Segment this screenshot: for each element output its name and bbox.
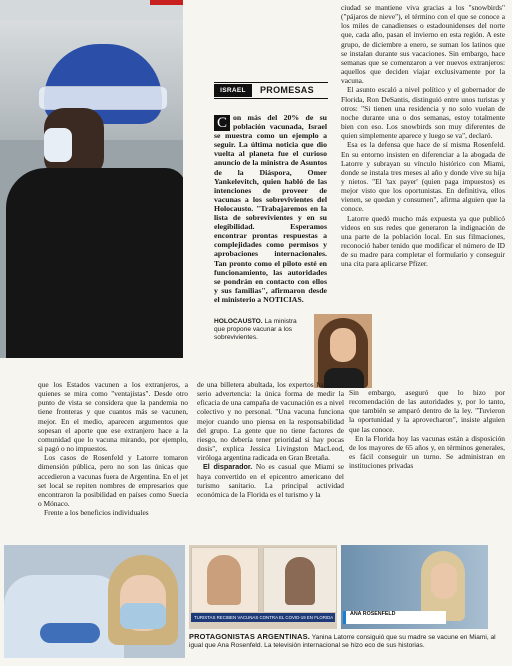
paragraph: El asunto escaló a nivel político y el gobernador de Florida, Ron DeSantis, distinguió entre unos turistas y otros: "Si tienen una residencia y no solo vuelan de noche durante una o dos semanas, estoy totalmente bien con eso. Los snowbirds son muy diferentes de quien simplemente aparece y luego se va", declaró. bbox=[341, 85, 505, 141]
minister-portrait bbox=[314, 314, 372, 388]
paragraph: ciudad se mantiene viva gracias a los "snowbirds" ("pájaros de nieve"), el término con el que se conoce a los miles de canadienses o estadounidenses del norte que, cada año, pasan el invierno en esta región. A este grupo, de diciembre a enero, se suman los latinos que se instalan durante sus vacaciones. Sin embargo, hace semanas que se comenzaron a ver nuevos extranjeros: aquellos que deciden viajar exclusivamente por la vacuna. bbox=[341, 3, 505, 86]
caption-kicker: PROTAGONISTAS ARGENTINAS. bbox=[189, 632, 311, 641]
photos-caption bbox=[189, 633, 507, 651]
paragraph: Sin embargo, aseguró que lo hizo por recomendación de las autoridades y, por lo tanto, que también se amparó dentro de la ley. "Tuvieron la oportunidad y la aprovecharon", insiste alguien que las conoce. bbox=[349, 388, 505, 434]
tv-screenshot-photo bbox=[189, 545, 337, 629]
vaccination-photo bbox=[4, 545, 185, 658]
caption-kicker: HOLOCAUSTO. bbox=[214, 318, 263, 325]
subhead: El disparador. bbox=[203, 462, 253, 472]
tv-lower-third-name: ANA ROSENFELD bbox=[350, 611, 396, 617]
paragraph: Latorre quedó mucho más expuesta ya que publicó videos en sus redes que generaron la indignación de una parte de la población local. En sus filmaciones, reconoció haber tenido que modificar el número de ID de su madre para completar el formulario y conseguir una cita para aplicarse Pfizer. bbox=[341, 213, 505, 269]
paragraph: de una billetera abultada, los expertos hacen un serio advertencia: la única forma de medir la eficacia de una campaña de vacunación es a nivel colectivo y no personal. "Una vacuna funciona mejor cuando uno piensa en la responsabilidad del grupo. La gente que no tiene factores de riesgo, no debería tener prioridad si hay pocas dosis", explica Jessica Livingston MacLeod, viróloga argentina radicada en Gran Bretaña. bbox=[197, 380, 344, 463]
main-photo bbox=[0, 0, 183, 358]
article-column-1 bbox=[38, 380, 188, 517]
section-tag: ISRAEL bbox=[214, 84, 252, 97]
interview-photo bbox=[341, 545, 488, 629]
caption-text: La ministra que propone vacunar a los sobrevivientes. bbox=[214, 318, 297, 341]
section-title: PROMESAS bbox=[260, 85, 314, 95]
portrait-caption bbox=[214, 318, 307, 342]
paragraph: Frente a los beneficios individuales bbox=[44, 508, 149, 518]
article-column-3 bbox=[349, 388, 505, 470]
section-header bbox=[214, 82, 328, 99]
sidebar-lead-text: on más del 20% de su población vacunada, Israel se muestra como un ejemplo a seguir. La última noticia que dio vuelta al planeta fue el curioso anuncio de la ministra de Asuntos de la Diáspora, Omer Yankelevitch, quien habló de las intenciones de proveer de vacunas a los sobrevivientes del Holocausto. "Trabajaremos en la lista de sobrevivientes y en su elegibilidad. Esperamos encontrar prontas respuestas a complejidades como permisos y aprobaciones internacionales. Tan pronto como el piloto esté en funcionamiento, las autoridades se pondrán en contacto con ellos y sus familias", afirmaron desde el ministerio a NOTICIAS. bbox=[214, 113, 327, 304]
paragraph: que los Estados vacunen a los extranjeros, a quienes se mira como "ventajistas". Desde otro punto de vista se considera que la pandemia no tiene fronteras y que cuantos más se vacunen, mejor. En el medio, aparecen argumentos que sopesan el aporte que ese extranjero hace a la comunidad que lo vacuna mirando, por ejemplo, si pagó o no impuestos. bbox=[38, 380, 188, 454]
sidebar-lead bbox=[214, 113, 327, 304]
paragraph: Esa es la defensa que hace de sí misma Rosenfeld. En su entorno insisten en diferenciar a la abogada de Latorre y subrayan su vínculo histórico con Miami, donde se instala tres meses al año y donde vive su hija y nietos. "El 'tax payer' (quien paga impuestos) es mejor visto que los oportunistas. En definitiva, ellos vienen, se quedan y consumen", afirma alguien que la conoce. bbox=[341, 140, 505, 214]
article-column-right bbox=[341, 3, 505, 269]
drop-cap: C bbox=[214, 115, 230, 131]
paragraph-with-subhead bbox=[197, 462, 344, 499]
article-column-2 bbox=[197, 380, 344, 499]
caption-text: Yanina Latorre consiguió que su madre se vacune en Miami, al igual que Ana Rosenfeld. La televisión internacional se hizo eco de sus historias. bbox=[189, 634, 496, 650]
paragraph-text: No es casual que Miami se haya convertido en el epicentro americano del turismo sanitario. La principal actividad económica de la Florida es el turismo y la bbox=[197, 462, 344, 499]
tv-banner: TURISTAS RECIBEN VACUNAS CONTRA EL COVID-19 EN FLORIDA bbox=[191, 613, 335, 622]
paragraph: Los casos de Rosenfeld y Latorre tomaron dimensión pública, pero no son las únicas que accedieron a vacunas fuera de Argentina. En el jet set local se repiten nombres de empresarios que encontraron la posibilidad en países como Suecia o Mónaco. bbox=[38, 453, 188, 509]
paragraph: En la Florida hoy las vacunas están a disposición de los mayores de 65 años y, en términos generales, es fácil conseguir un turno. Se administran en instituciones privadas bbox=[349, 433, 505, 471]
tv-lower-third bbox=[343, 611, 446, 624]
